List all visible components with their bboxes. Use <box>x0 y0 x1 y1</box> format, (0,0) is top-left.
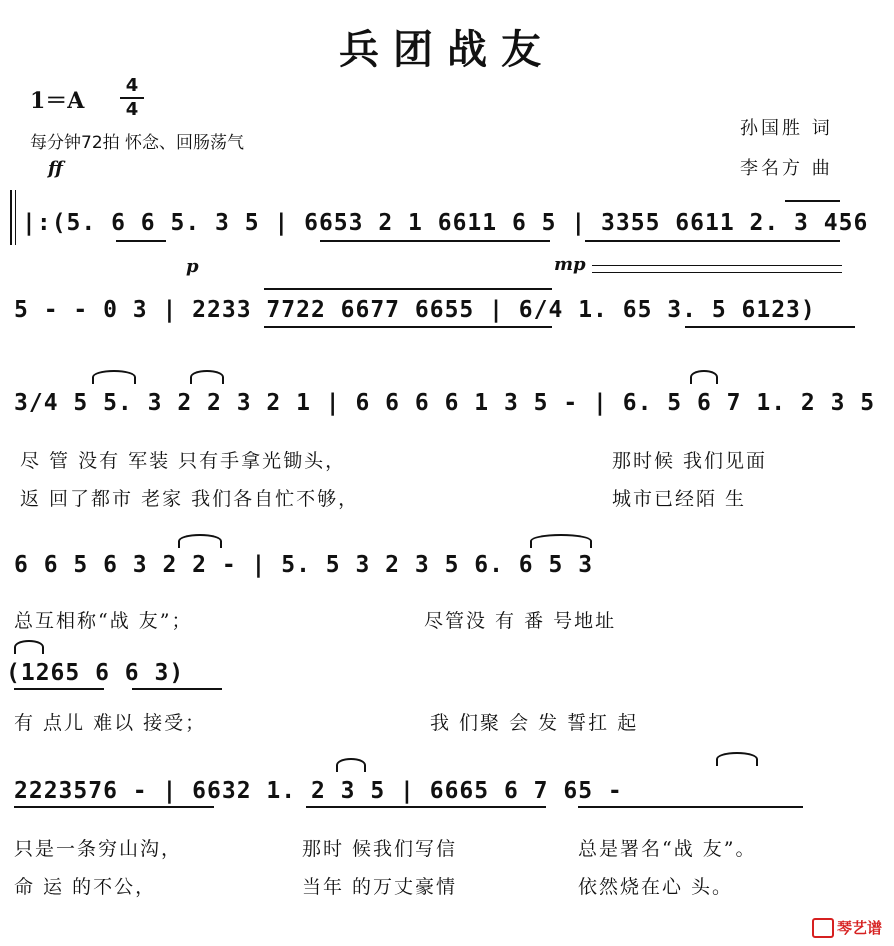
music-row-1: |:(5. 6 6 5. 3 5 | 6653 2 1 6611 6 5 | 3355 6611 2. 3 456 <box>22 210 869 236</box>
crescendo-line <box>592 272 842 273</box>
lyric-row-4b: 城市已经陌 生 <box>612 488 747 510</box>
lyric-row-8b: 当年 的万丈豪情 <box>302 876 458 898</box>
beam <box>14 688 104 690</box>
dynamic-mp: mp <box>554 254 586 275</box>
beam <box>585 240 840 242</box>
lyric-row-3b: 那时候 我们见面 <box>612 450 768 472</box>
beam <box>785 200 840 202</box>
music-row-5: (1265 6 6 3) <box>6 660 185 686</box>
lyricist-credit: 孙国胜 词 <box>740 118 833 139</box>
slur <box>530 534 592 548</box>
song-title: 兵团战友 <box>339 27 555 73</box>
dynamic-p: p <box>186 256 199 277</box>
repeat-barline <box>10 190 12 245</box>
slur <box>92 370 136 384</box>
slur <box>14 640 44 654</box>
logo-icon <box>812 918 834 938</box>
lyric-row-7c: 总是署名“战 友”。 <box>578 838 757 860</box>
lyric-row-7a: 只是一条穷山沟， <box>14 838 183 860</box>
slur <box>178 534 222 548</box>
tempo-marking: 每分钟72拍 怀念、回肠荡气 <box>30 133 245 153</box>
slur <box>690 370 718 384</box>
beam <box>116 240 166 242</box>
site-logo <box>812 917 882 939</box>
logo-text: 琴艺谱 <box>836 918 882 937</box>
crescendo-line <box>592 265 842 266</box>
music-row-2: 5 - - 0 3 | 2233 7722 6677 6655 | 6/4 1. 65 3. 5 6123) <box>14 297 816 323</box>
beam <box>685 326 855 328</box>
music-row-6: 2223576 - | 6632 1. 2 3 5 | 6665 6 7 65 - <box>14 778 623 804</box>
lyric-row-7b: 那时 候我们写信 <box>302 838 458 860</box>
dynamic-ff: ff <box>48 158 63 179</box>
time-signature <box>120 76 144 120</box>
slur <box>716 752 758 766</box>
slur <box>190 370 224 384</box>
time-signature-top: 4 <box>125 75 139 96</box>
lyric-row-4a: 返 回了都市 老家 我们各自忙不够， <box>20 488 360 510</box>
beam <box>132 688 222 690</box>
music-row-3: 3/4 5 5. 3 2 2 3 2 1 | 6 6 6 6 1 3 5 - | 6. 5 6 7 1. 2 3 5 <box>14 390 876 416</box>
beam <box>264 288 552 290</box>
lyric-row-8a: 命 运 的不公， <box>14 876 157 898</box>
lyric-row-8c: 依然烧在心 头。 <box>578 876 734 898</box>
lyric-row-5a: 总互相称“战 友”； <box>14 610 193 632</box>
beam <box>306 806 546 808</box>
key-signature: 1＝A <box>30 88 85 114</box>
repeat-barline-thin <box>15 190 16 245</box>
time-signature-bottom: 4 <box>125 99 139 120</box>
beam <box>264 326 552 328</box>
lyric-row-6b: 我 们聚 会 发 誓扛 起 <box>430 712 639 734</box>
beam <box>14 806 214 808</box>
beam <box>578 806 803 808</box>
beam <box>320 240 550 242</box>
lyric-row-3a: 尽 管 没有 军装 只有手拿光锄头， <box>20 450 347 472</box>
lyric-row-6a: 有 点儿 难以 接受； <box>14 712 207 734</box>
music-row-4: 6 6 5 6 3 2 2 - | 5. 5 3 2 3 5 6. 6 5 3 <box>14 552 594 578</box>
slur <box>336 758 366 772</box>
lyric-row-5b: 尽管没 有 番 号地址 <box>424 610 617 632</box>
composer-credit: 李名方 曲 <box>740 158 833 179</box>
